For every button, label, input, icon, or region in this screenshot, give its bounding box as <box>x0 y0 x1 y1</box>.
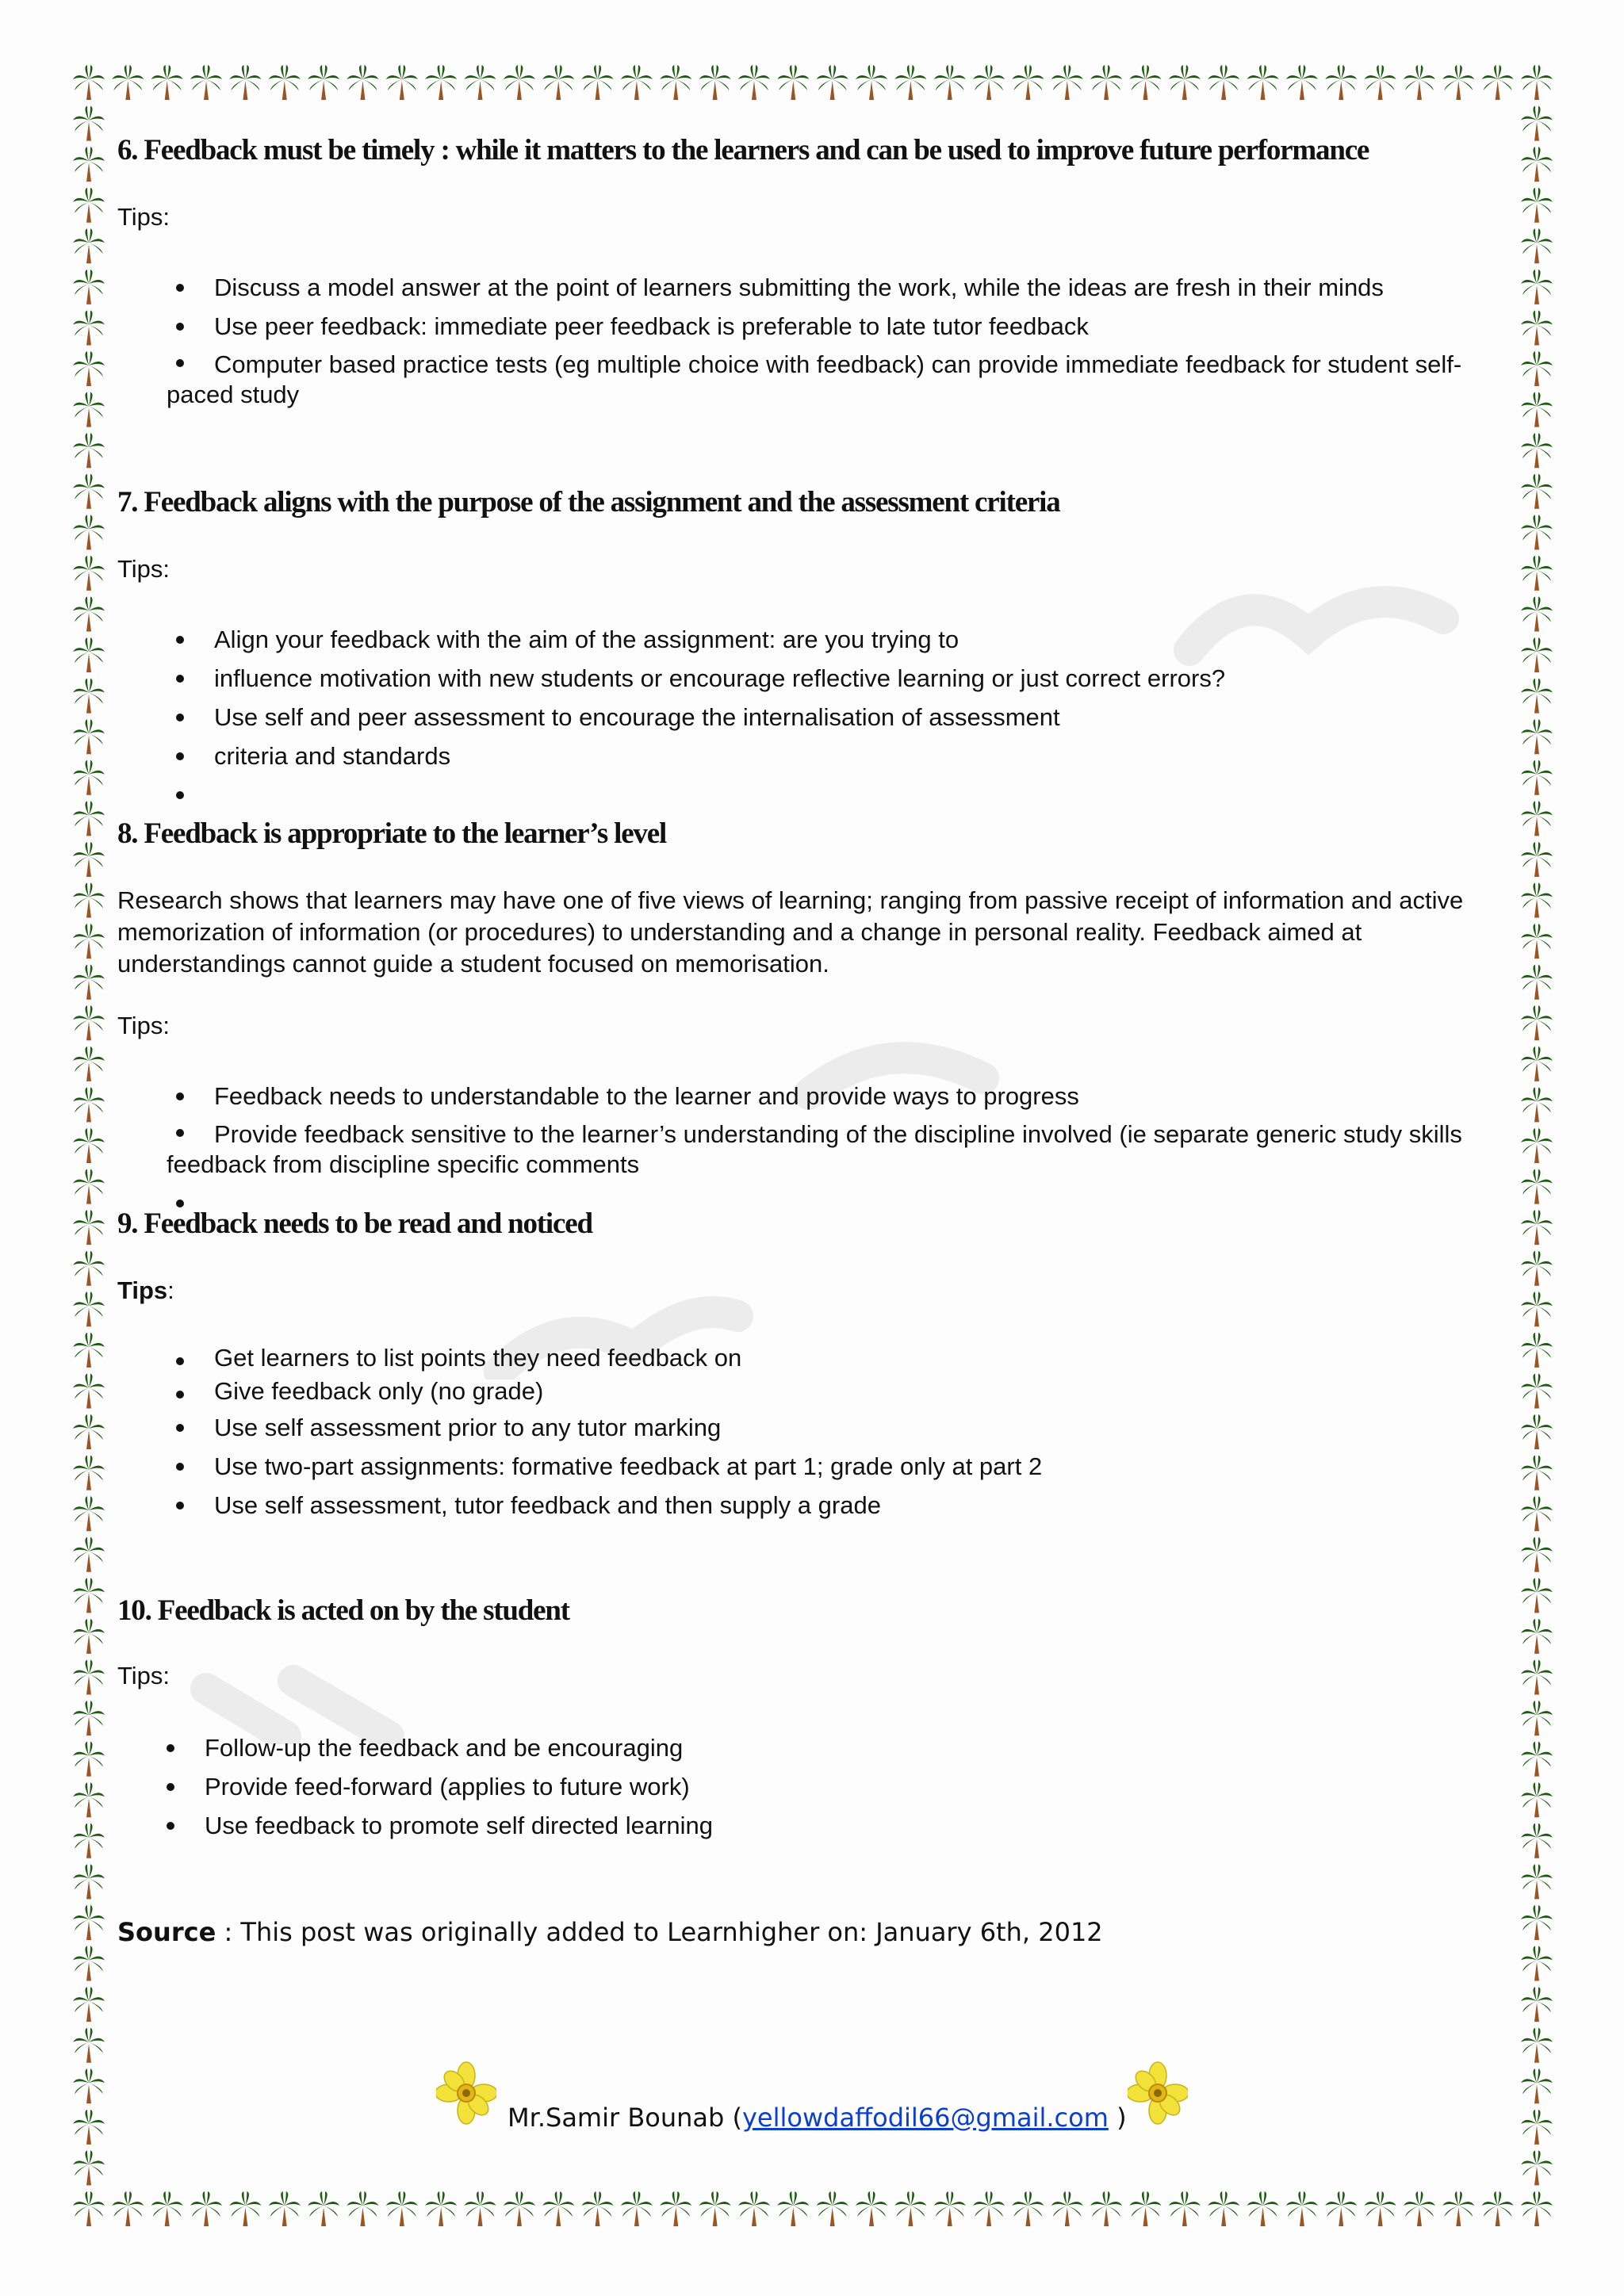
palm-tree-icon <box>973 65 1005 100</box>
section-6-tips-label: Tips: <box>117 203 170 231</box>
palm-tree-icon <box>1129 65 1161 100</box>
palm-tree-icon <box>347 65 378 100</box>
palm-tree-icon <box>1521 924 1553 959</box>
palm-tree-icon <box>1521 2150 1553 2185</box>
palm-tree-icon <box>1012 2191 1044 2226</box>
palm-tree-icon <box>1521 1292 1553 1326</box>
palm-tree-icon <box>73 2068 105 2103</box>
palm-tree-icon <box>73 1701 105 1735</box>
palm-tree-icon <box>894 2191 926 2226</box>
palm-tree-icon <box>1012 65 1044 100</box>
section-9-tips-label: Tips: <box>117 1276 174 1304</box>
list-item: Use peer feedback: immediate peer feedback is preferable to late tutor feedback <box>167 307 1507 346</box>
section-7-title: 7. Feedback aligns with the purpose of the assignment and the assessment criteria <box>117 486 1060 519</box>
palm-tree-icon <box>1404 2191 1435 2226</box>
daffodil-icon <box>436 2061 496 2125</box>
palm-tree-icon <box>73 392 105 427</box>
palm-tree-icon <box>1521 801 1553 836</box>
palm-tree-icon <box>73 637 105 672</box>
palm-tree-icon <box>1521 1742 1553 1777</box>
palm-tree-icon <box>1521 1537 1553 1572</box>
section-8-tips-label: Tips: <box>117 1012 170 1039</box>
palm-tree-icon <box>699 65 731 100</box>
palm-tree-icon <box>386 2191 418 2226</box>
palm-tree-icon <box>73 719 105 754</box>
palm-tree-icon <box>269 65 301 100</box>
palm-tree-icon <box>73 1578 105 1613</box>
palm-tree-icon <box>73 1169 105 1204</box>
palm-tree-icon <box>73 1087 105 1122</box>
palm-tree-icon <box>1521 679 1553 714</box>
palm-tree-icon <box>738 2191 770 2226</box>
palm-tree-icon <box>1521 1128 1553 1163</box>
palm-tree-icon <box>1521 597 1553 632</box>
palm-tree-icon <box>1129 2191 1161 2226</box>
palm-tree-icon <box>151 2191 183 2226</box>
palm-tree-icon <box>308 2191 339 2226</box>
list-item: influence motivation with new students or encourage reflective learning or just correct errors? <box>167 659 1515 698</box>
palm-tree-icon <box>817 2191 848 2226</box>
palm-tree-icon <box>73 1292 105 1326</box>
palm-tree-icon <box>73 1005 105 1040</box>
palm-tree-icon <box>73 1496 105 1531</box>
palm-tree-icon <box>73 2150 105 2185</box>
author-line <box>508 2103 1127 2133</box>
palm-tree-icon <box>934 2191 966 2226</box>
list-item: Follow-up the feedback and be encouraging <box>157 1728 1505 1767</box>
palm-tree-icon <box>1521 474 1553 509</box>
palm-tree-icon <box>1521 351 1553 386</box>
palm-tree-icon <box>73 556 105 591</box>
list-item: Get learners to list points they need feedback on <box>167 1341 1515 1375</box>
palm-tree-icon <box>738 65 770 100</box>
list-item: Align your feedback with the aim of the assignment: are you trying to <box>167 620 1515 659</box>
palm-tree-icon <box>190 65 222 100</box>
palm-tree-icon <box>1365 2191 1396 2226</box>
section-6-tips-list <box>167 268 1507 414</box>
section-10-tips-label: Tips: <box>117 1662 170 1689</box>
palm-tree-icon <box>1521 1946 1553 1981</box>
palm-tree-icon <box>73 1619 105 1654</box>
palm-tree-icon <box>1521 270 1553 304</box>
palm-tree-icon <box>621 65 653 100</box>
palm-tree-icon <box>73 679 105 714</box>
palm-tree-icon <box>621 2191 653 2226</box>
palm-tree-icon <box>1521 1087 1553 1122</box>
palm-tree-icon <box>151 65 183 100</box>
palm-tree-icon <box>1208 2191 1239 2226</box>
palm-tree-icon <box>817 65 848 100</box>
section-8-tips-list <box>167 1077 1507 1184</box>
palm-tree-icon <box>73 147 105 182</box>
palm-tree-icon <box>73 1210 105 1245</box>
list-item: Use two-part assignments: formative feedback at part 1; grade only at part 2 <box>167 1447 1515 1486</box>
palm-tree-icon <box>73 2191 105 2226</box>
list-item: Discuss a model answer at the point of learners submitting the work, while the ideas are fresh in their minds <box>167 268 1507 307</box>
palm-tree-icon <box>73 1373 105 1408</box>
palm-tree-icon <box>73 597 105 632</box>
palm-tree-icon <box>1404 65 1435 100</box>
palm-tree-icon <box>1521 1660 1553 1695</box>
section-7-tips-label: Tips: <box>117 555 170 583</box>
palm-tree-icon <box>73 965 105 1000</box>
palm-tree-icon <box>1521 1987 1553 2022</box>
palm-tree-icon <box>73 474 105 509</box>
palm-tree-icon <box>1521 188 1553 223</box>
palm-tree-icon <box>112 65 144 100</box>
list-item: Feedback needs to understandable to the learner and provide ways to progress <box>167 1077 1507 1115</box>
list-item: Provide feed-forward (applies to future work) <box>157 1767 1505 1806</box>
author-name: Mr.Samir Bounab ( <box>508 2103 742 2133</box>
palm-tree-icon <box>1482 2191 1514 2226</box>
palm-tree-icon <box>542 65 574 100</box>
palm-tree-icon <box>660 2191 691 2226</box>
palm-tree-icon <box>1090 2191 1122 2226</box>
palm-tree-icon <box>347 2191 378 2226</box>
section-10-title: 10. Feedback is acted on by the student <box>117 1594 569 1627</box>
palm-tree-icon <box>73 188 105 223</box>
section-8-title: 8. Feedback is appropriate to the learner’s level <box>117 817 667 850</box>
palm-tree-icon <box>229 65 261 100</box>
palm-tree-icon <box>1521 1047 1553 1081</box>
palm-tree-icon <box>1521 1578 1553 1613</box>
palm-tree-icon <box>1286 65 1318 100</box>
palm-tree-icon <box>73 1660 105 1695</box>
list-item: criteria and standards <box>167 737 1515 775</box>
palm-tree-icon <box>1521 433 1553 468</box>
source-line: Source : This post was originally added to Learnhigher on: January 6th, 2012 <box>117 1917 1103 1947</box>
palm-tree-icon <box>73 924 105 959</box>
palm-tree-icon <box>73 351 105 386</box>
palm-tree-icon <box>1521 760 1553 795</box>
list-item: Give feedback only (no grade) <box>167 1375 1515 1408</box>
daffodil-icon <box>1128 2061 1188 2125</box>
palm-tree-icon <box>1482 65 1514 100</box>
palm-tree-icon <box>190 2191 222 2226</box>
palm-tree-icon <box>699 2191 731 2226</box>
palm-tree-icon <box>1521 1456 1553 1490</box>
palm-tree-icon <box>425 65 457 100</box>
palm-tree-icon <box>73 760 105 795</box>
list-item: Provide feedback sensitive to the learner’s understanding of the discipline involved (ie separate generic study skills feedback from discipline specific comments <box>167 1115 1507 1184</box>
palm-tree-icon <box>1521 637 1553 672</box>
palm-tree-icon <box>386 65 418 100</box>
palm-tree-icon <box>1208 65 1239 100</box>
list-item: Computer based practice tests (eg multiple choice with feedback) can provide immediate feedback for student self-paced study <box>167 346 1507 414</box>
palm-tree-icon <box>112 2191 144 2226</box>
palm-tree-icon <box>73 1987 105 2022</box>
palm-tree-icon <box>73 2110 105 2145</box>
palm-tree-icon <box>1521 1251 1553 1286</box>
palm-tree-icon <box>425 2191 457 2226</box>
palm-tree-icon <box>856 2191 887 2226</box>
palm-tree-icon <box>465 65 496 100</box>
palm-tree-icon <box>856 65 887 100</box>
palm-tree-icon <box>1521 228 1553 263</box>
palm-tree-icon <box>1521 883 1553 918</box>
palm-tree-icon <box>1051 2191 1083 2226</box>
palm-tree-icon <box>73 1864 105 1899</box>
palm-tree-icon <box>777 2191 809 2226</box>
palm-tree-icon <box>73 515 105 549</box>
palm-tree-icon <box>1521 65 1553 100</box>
palm-tree-icon <box>1247 65 1279 100</box>
palm-tree-icon <box>1521 147 1553 182</box>
palm-tree-icon <box>73 433 105 468</box>
palm-tree-icon <box>1521 1619 1553 1654</box>
palm-tree-icon <box>1521 1210 1553 1245</box>
palm-tree-icon <box>73 2028 105 2063</box>
palm-tree-icon <box>73 228 105 263</box>
palm-tree-icon <box>1521 1782 1553 1817</box>
palm-tree-icon <box>1442 2191 1474 2226</box>
section-6-title: 6. Feedback must be timely : while it matters to the learners and can be used to improve future performance <box>117 134 1369 166</box>
palm-tree-icon <box>1521 2191 1553 2226</box>
palm-tree-icon <box>1521 1701 1553 1735</box>
list-item: Use self assessment, tutor feedback and then supply a grade <box>167 1486 1515 1525</box>
palm-tree-icon <box>73 1782 105 1817</box>
palm-tree-icon <box>582 65 614 100</box>
palm-tree-icon <box>73 270 105 304</box>
palm-tree-icon <box>1521 1905 1553 1940</box>
section-8-paragraph: Research shows that learners may have one of five views of learning; ranging from passive receipt of information and active memorization of information (or procedures) to understanding and a change in personal reality. Feedback aimed at understandings cannot guide a student focused on memorisation. <box>117 886 1464 978</box>
palm-tree-icon <box>73 883 105 918</box>
palm-tree-icon <box>73 106 105 141</box>
palm-tree-icon <box>269 2191 301 2226</box>
palm-tree-icon <box>504 65 535 100</box>
palm-tree-icon <box>582 2191 614 2226</box>
palm-tree-icon <box>73 1946 105 1981</box>
palm-tree-icon <box>73 1333 105 1368</box>
palm-tree-icon <box>504 2191 535 2226</box>
palm-tree-icon <box>1521 1005 1553 1040</box>
palm-tree-icon <box>73 65 105 100</box>
palm-tree-icon <box>1521 965 1553 1000</box>
palm-tree-icon <box>1521 842 1553 877</box>
section-9-tips-list <box>167 1341 1515 1525</box>
palm-tree-icon <box>973 2191 1005 2226</box>
palm-tree-icon <box>1286 2191 1318 2226</box>
palm-tree-icon <box>777 65 809 100</box>
palm-tree-icon <box>1169 2191 1201 2226</box>
palm-tree-icon <box>660 65 691 100</box>
palm-tree-icon <box>1521 556 1553 591</box>
palm-tree-icon <box>73 1128 105 1163</box>
list-item: Use self and peer assessment to encourage the internalisation of assessment <box>167 698 1515 737</box>
palm-tree-icon <box>73 842 105 877</box>
palm-tree-icon <box>1521 2028 1553 2063</box>
palm-tree-icon <box>1521 310 1553 345</box>
palm-tree-icon <box>1521 1823 1553 1858</box>
palm-tree-icon <box>1247 2191 1279 2226</box>
list-item: Use self assessment prior to any tutor marking <box>167 1408 1515 1447</box>
palm-tree-icon <box>1521 392 1553 427</box>
palm-tree-icon <box>1442 65 1474 100</box>
palm-tree-icon <box>73 1251 105 1286</box>
palm-tree-icon <box>229 2191 261 2226</box>
palm-tree-icon <box>1521 1373 1553 1408</box>
palm-tree-icon <box>73 1742 105 1777</box>
palm-tree-icon <box>1325 65 1357 100</box>
palm-tree-icon <box>73 1905 105 1940</box>
section-10-tips-list <box>157 1728 1505 1845</box>
author-close: ) <box>1108 2103 1127 2133</box>
palm-tree-icon <box>73 1537 105 1572</box>
palm-tree-icon <box>1090 65 1122 100</box>
palm-tree-icon <box>73 310 105 345</box>
palm-tree-icon <box>542 2191 574 2226</box>
palm-tree-icon <box>73 1414 105 1449</box>
palm-tree-icon <box>1521 2110 1553 2145</box>
author-email-link[interactable]: yellowdaffodil66@gmail.com <box>741 2103 1109 2133</box>
list-item: Use feedback to promote self directed learning <box>157 1806 1505 1845</box>
palm-tree-icon <box>308 65 339 100</box>
palm-tree-icon <box>1325 2191 1357 2226</box>
palm-tree-icon <box>1521 1496 1553 1531</box>
palm-tree-icon <box>73 1047 105 1081</box>
palm-tree-icon <box>1169 65 1201 100</box>
palm-tree-icon <box>934 65 966 100</box>
palm-tree-icon <box>1521 106 1553 141</box>
palm-tree-icon <box>1521 719 1553 754</box>
palm-tree-icon <box>73 1456 105 1490</box>
palm-tree-icon <box>1521 1169 1553 1204</box>
palm-tree-icon <box>465 2191 496 2226</box>
palm-tree-icon <box>1521 515 1553 549</box>
palm-tree-icon <box>1521 2068 1553 2103</box>
palm-tree-icon <box>73 1823 105 1858</box>
section-9-title: 9. Feedback needs to be read and noticed <box>117 1207 592 1240</box>
palm-tree-icon <box>1521 1333 1553 1368</box>
palm-tree-icon <box>73 801 105 836</box>
palm-tree-icon <box>894 65 926 100</box>
palm-tree-icon <box>1521 1414 1553 1449</box>
palm-tree-icon <box>1365 65 1396 100</box>
palm-tree-icon <box>1521 1864 1553 1899</box>
palm-tree-icon <box>1051 65 1083 100</box>
section-7-tips-list <box>167 620 1515 775</box>
